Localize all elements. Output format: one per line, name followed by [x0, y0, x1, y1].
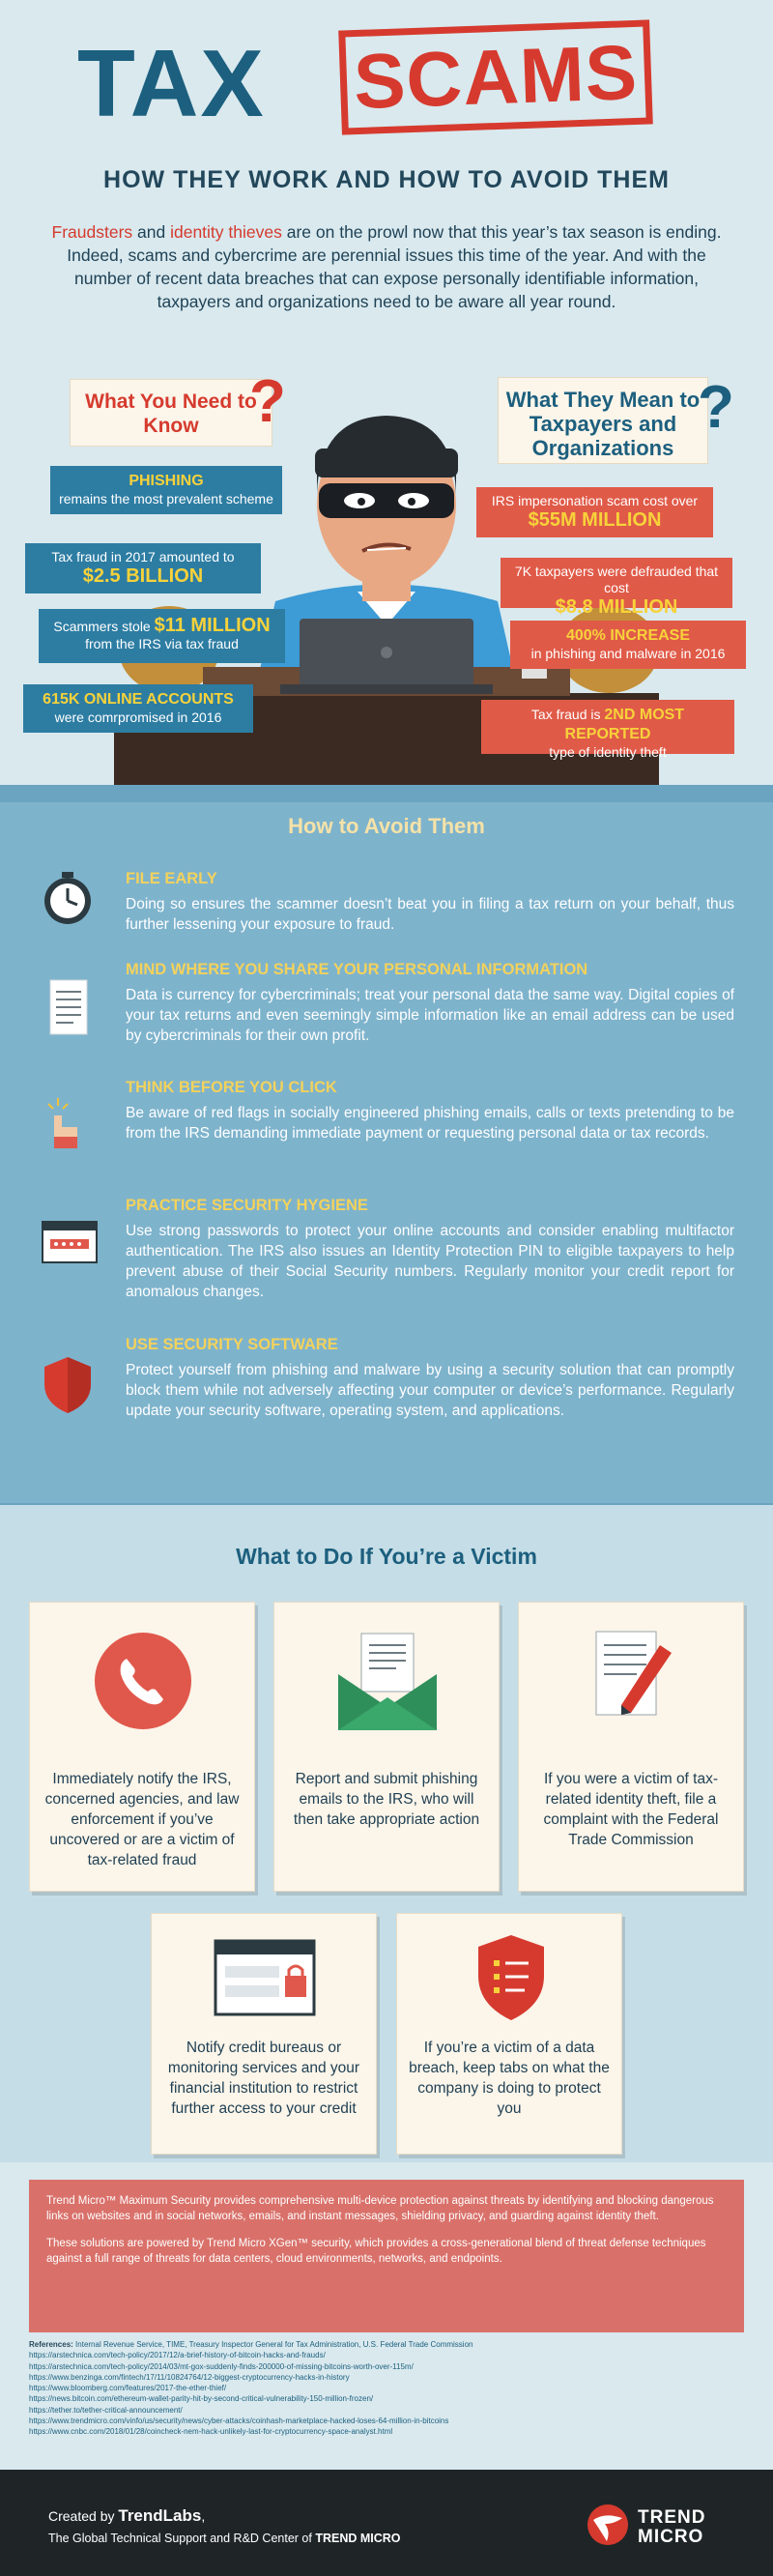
card-text: If you’re a victim of a data breach, keep tabs on what the company is doing to protect you — [409, 2040, 610, 2117]
tip-mind-where-you-share — [126, 961, 734, 1046]
tip-heading: MIND WHERE YOU SHARE YOUR PERSONAL INFORMATION — [126, 961, 588, 978]
stat-online-accounts: 615K ONLINE ACCOUNTS were comrpromised in 2016 — [23, 684, 253, 733]
intro-paragraph — [39, 220, 734, 313]
card-text: Notify credit bureaus or monitoring services and your financial institution to restrict further access to your credit — [167, 2040, 360, 2117]
references-sources: Internal Revenue Service, TIME, Treasury Inspector General for Tax Administration, U.S. Federal Trade Commission — [75, 2340, 473, 2349]
stat-tax-fraud-2017: Tax fraud in 2017 amounted to $2.5 BILLION — [25, 543, 261, 593]
stat-phishing: PHISHING remains the most prevalent scheme — [50, 466, 282, 514]
promo-paragraph-2: These solutions are powered by Trend Micro XGen™ security, which provides a cross-generational blend of threat defense techniques against a full range of threats for data centers, cloud environments, networks, and endpoints. — [46, 2238, 706, 2265]
stat-taxpayers-defrauded: 7K taxpayers were defrauded that cost $8.8 MILLION — [501, 558, 732, 608]
card-text: Report and submit phishing emails to the IRS, who will then take appropriate action — [293, 1771, 480, 1828]
reference-link[interactable]: https://news.bitcoin.com/ethereum-wallet-parity-hit-by-second-critical-vulnerability-150-million-frozen/ — [29, 2394, 374, 2404]
intro-highlight-fraudsters: Fraudsters — [51, 222, 133, 242]
tip-heading: THINK BEFORE YOU CLICK — [126, 1079, 337, 1096]
what-you-need-to-know-heading: What You Need to Know — [70, 379, 272, 447]
tip-body: Protect yourself from phishing and malware by using a security solution that can promptly block them while not adversely affecting your computer or device’s performance. Regularly update your security software, operating system, and applications. — [126, 1362, 734, 1419]
footer — [0, 2470, 773, 2576]
stat-scammers-stole: Scammers stole $11 MILLION from the IRS via tax fraud — [39, 609, 285, 663]
reference-link[interactable]: https://tether.to/tether-critical-announcement/ — [29, 2405, 183, 2415]
tip-use-security-software — [126, 1336, 734, 1421]
clock-icon — [41, 872, 95, 926]
trend-micro-logo-icon — [586, 2503, 630, 2547]
reference-link[interactable]: https://arstechnica.com/tech-policy/2017/12/a-brief-history-of-bitcoin-hacks-and-frauds/ — [29, 2351, 326, 2360]
victim-card-report-phishing — [273, 1602, 500, 1892]
question-mark-icon-right: ? — [698, 374, 734, 441]
stat-phishing-increase: 400% INCREASE in phishing and malware in 2016 — [510, 621, 746, 669]
tip-practice-security-hygiene — [126, 1197, 734, 1302]
intro-and: and — [132, 222, 171, 242]
victim-section — [0, 1505, 773, 2162]
stat-irs-impersonation: IRS impersonation scam cost over $55M MILLION — [476, 487, 713, 537]
victim-card-credit-bureaus — [151, 1913, 377, 2155]
intro-rest: are on the prowl now that this year’s tax season is ending. Indeed, scams and cybercrime are perennial issues this time of the year. And with the number of recent data breaches that can expose personally identifiable information, taxpayers and organizations need to be aware all year round. — [67, 222, 722, 311]
what-they-mean-heading: What They Mean to Taxpayers and Organizations — [498, 377, 708, 464]
envelope-icon — [332, 1630, 443, 1736]
checklist-shield-icon — [474, 1933, 548, 2022]
trend-micro-logo-text: TREND MICRO — [638, 2507, 706, 2547]
references-label: References: — [29, 2340, 73, 2349]
subtitle: HOW THEY WORK AND HOW TO AVOID THEM — [103, 166, 670, 193]
reference-link[interactable]: https://www.trendmicro.com/vinfo/us/security/news/cyber-attacks/coinhash-marketplace-hacked-loses-64-million-in-bitcoins — [29, 2417, 449, 2426]
tip-body: Use strong passwords to protect your online accounts and consider enabling multifactor authentication. The IRS also issues an Identity Protection PIN to eligible taxpayers to help prevent abuse of their Social Security numbers. Regularly monitor your credit report for anomalous changes. — [126, 1223, 734, 1300]
trendlabs-name: TrendLabs — [118, 2506, 202, 2525]
stat-identity-theft-rank: Tax fraud is 2ND MOST REPORTED type of identity theft — [481, 700, 734, 754]
tip-heading: FILE EARLY — [126, 870, 217, 887]
header — [0, 0, 773, 203]
reference-link[interactable]: https://www.benzinga.com/fintech/17/11/10824764/12-biggest-cryptocurrency-hacks-in-history — [29, 2372, 350, 2382]
reference-link[interactable]: https://www.bloomberg.com/features/2017-the-ether-thief/ — [29, 2384, 227, 2393]
tip-file-early — [126, 870, 734, 935]
promo-paragraph-1: Trend Micro™ Maximum Security provides comprehensive multi-device protection against threats by identifying and blocking dangerous links on websites and in social networks, emails, and instant messages, shielding privacy, and guarding against identity theft. — [46, 2195, 714, 2222]
title-scams: SCAMS — [338, 19, 653, 134]
shield-icon — [41, 1355, 95, 1415]
victim-card-data-breach — [396, 1913, 622, 2155]
phone-icon — [92, 1630, 194, 1732]
tip-body: Doing so ensures the scammer doesn’t beat you in filing a tax return on your behalf, thus further lessening your exposure to fraud. — [126, 896, 734, 933]
tip-body: Be aware of red flags in socially engineered phishing emails, calls or texts pretending to be from the IRS demanding immediate payment or requesting personal data or tax records. — [126, 1105, 734, 1142]
footer-created-by: Created by TrendLabs, — [48, 2506, 206, 2525]
tip-heading: USE SECURITY SOFTWARE — [126, 1336, 338, 1353]
victim-card-ftc-complaint — [518, 1602, 744, 1892]
reference-link[interactable]: https://www.cnbc.com/2018/01/28/coincheck-nem-hack-unlikely-last-for-cryptocurrency-space-analyst.html — [29, 2427, 393, 2437]
card-text: Immediately notify the IRS, concerned agencies, and law enforcement if you’ve uncovered or are a victim of tax-related fraud — [44, 1771, 240, 1868]
document-icon — [41, 978, 95, 1038]
tip-heading: PRACTICE SECURITY HYGIENE — [126, 1197, 368, 1214]
references — [29, 2339, 744, 2438]
reference-link[interactable]: https://arstechnica.com/tech-policy/2014/03/mt-gox-suddenly-finds-200000-of-missing-bitcoins-worth-over-115m/ — [29, 2361, 414, 2371]
tip-body: Data is currency for cybercriminals; treat your personal data the same way. Digital copies of your tax returns and even seemingly simple information like an email address can be used by cybercriminals for their own profit. — [126, 987, 734, 1044]
avoid-section — [0, 785, 773, 1505]
avoid-title: How to Avoid Them — [288, 814, 485, 838]
footer-tagline: The Global Technical Support and R&D Center of TREND MICRO — [48, 2532, 401, 2545]
promo-box — [29, 2180, 744, 2332]
title-tax: TAX — [77, 30, 266, 136]
stats-section — [0, 360, 773, 785]
victim-title: What to Do If You’re a Victim — [236, 1544, 537, 1569]
hand-click-icon — [41, 1094, 95, 1152]
question-mark-icon: ? — [249, 368, 286, 435]
card-text: If you were a victim of tax-related identity theft, file a complaint with the Federal Trade Commission — [543, 1771, 719, 1848]
tip-think-before-you-click — [126, 1079, 734, 1143]
intro-highlight-identity-thieves: identity thieves — [170, 222, 282, 242]
complaint-form-icon — [583, 1626, 683, 1732]
victim-card-notify-irs — [29, 1602, 255, 1892]
lock-window-icon — [212, 1937, 318, 2018]
password-window-icon — [41, 1218, 99, 1266]
